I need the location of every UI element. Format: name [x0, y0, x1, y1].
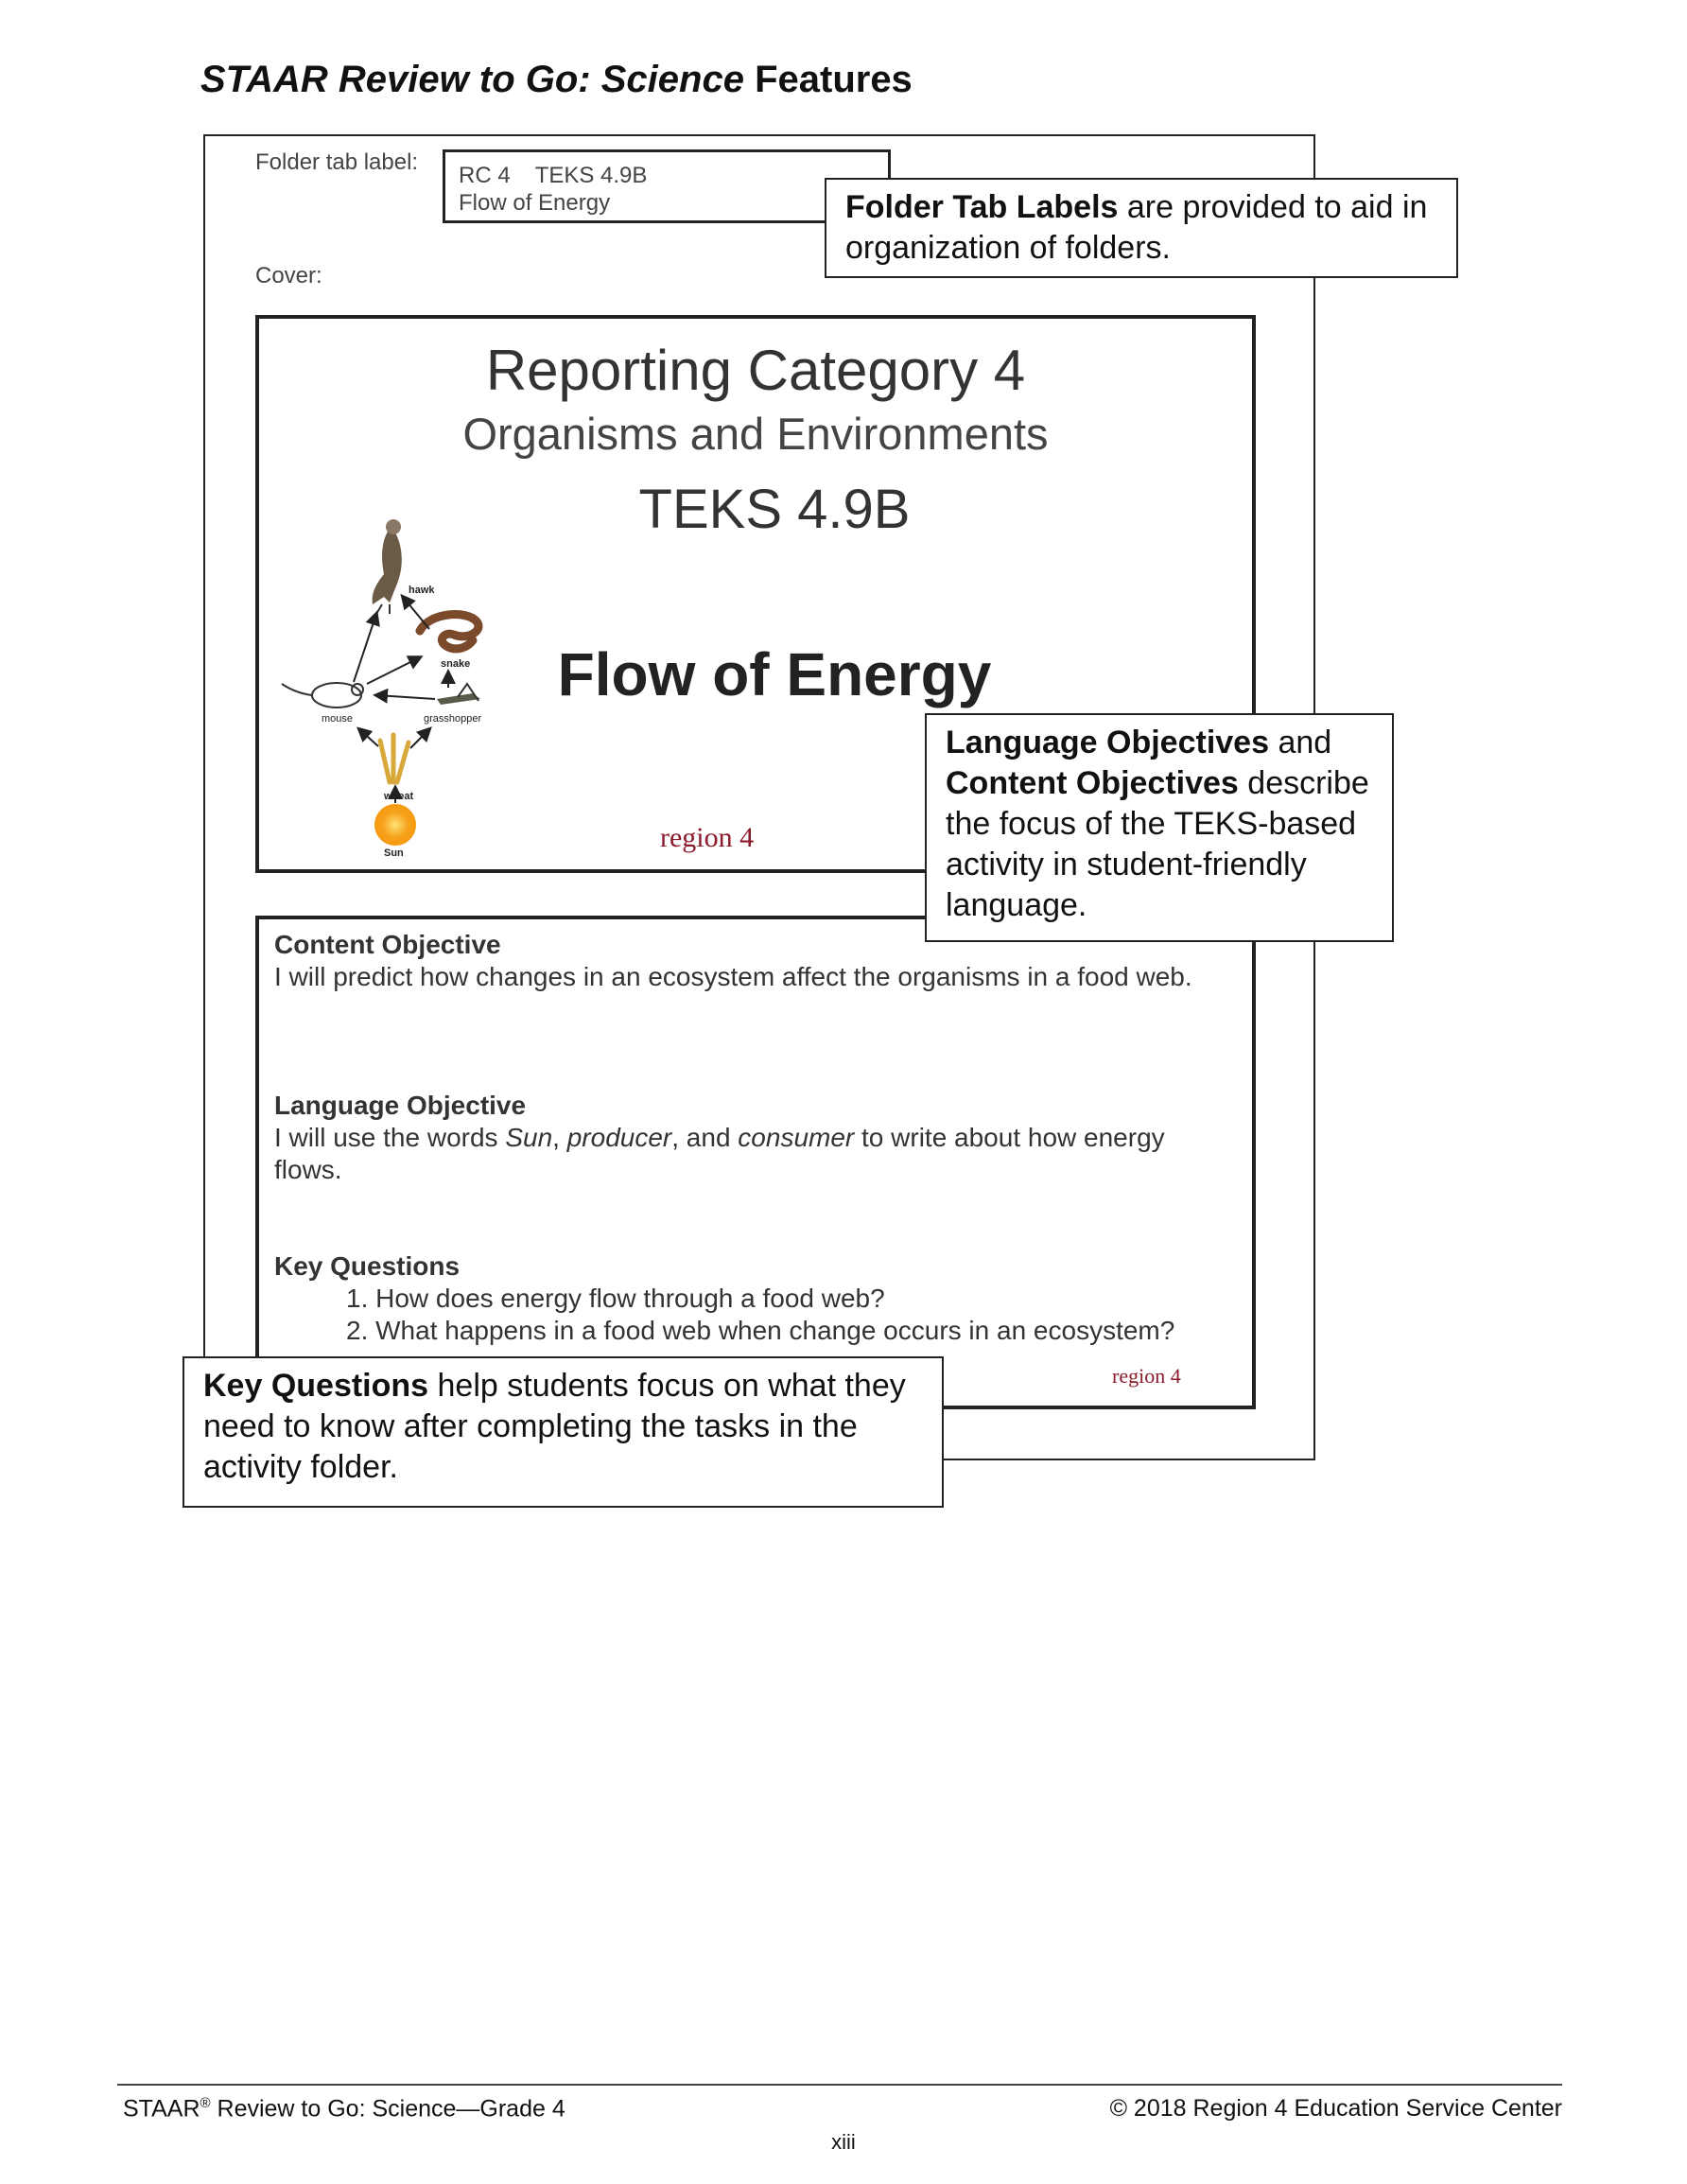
footer-registered-mark: ®	[200, 2095, 211, 2111]
page-title-rest: Features	[743, 59, 913, 100]
callout-objectives-bold1: Language Objectives	[946, 725, 1269, 760]
word-consumer: consumer	[738, 1123, 855, 1152]
content-objective-heading: Content Objective	[274, 930, 501, 959]
folder-tab-box	[443, 149, 891, 223]
cover-subtitle: Organisms and Environments	[462, 409, 1049, 459]
language-objective-sep2: , and	[671, 1123, 739, 1152]
label-mouse: mouse	[322, 713, 354, 725]
content-objective-text: I will predict how changes in an ecosystem affect the organisms in a food web.	[274, 962, 1192, 991]
wheat-icon	[380, 735, 409, 782]
cover-region4-logo: region 4	[660, 822, 755, 853]
word-producer: producer	[566, 1123, 672, 1152]
food-web-illustration	[278, 498, 524, 858]
page-number: xiii	[831, 2130, 856, 2154]
sun-icon	[374, 804, 416, 846]
label-hawk: hawk	[409, 585, 435, 596]
language-objective-pre: I will use the words	[274, 1123, 506, 1152]
key-questions-heading: Key Questions	[274, 1251, 461, 1281]
label-wheat: wheat	[384, 791, 414, 802]
cover-teks: TEKS 4.9B	[638, 479, 911, 540]
callout-objectives-bold2: Content Objectives	[946, 765, 1239, 801]
callout-objectives	[925, 713, 1394, 942]
footer-left-rest: Review to Go: Science—Grade 4	[210, 2095, 565, 2123]
mouse-icon	[282, 683, 363, 708]
footer-right: © 2018 Region 4 Education Service Center	[1109, 2095, 1562, 2122]
callout-objectives-text: describe the focus of the TEKS-based activity in student-friendly language.	[946, 765, 1369, 923]
folder-tab-topic: Flow of Energy	[459, 190, 611, 216]
language-objective-post: to write about how energy flows.	[274, 1123, 1165, 1184]
callout-folder-text: are provided to aid in organization of folders.	[845, 189, 1428, 266]
cover-topic: Flow of Energy	[557, 640, 992, 708]
language-objective-heading: Language Objective	[274, 1091, 527, 1120]
word-sun: Sun	[505, 1123, 553, 1152]
page-title	[200, 59, 913, 101]
callout-folder-bold: Folder Tab Labels	[845, 189, 1119, 225]
footer-rule	[117, 2084, 1562, 2086]
callout-key-text: help students focus on what they need to know after completing the tasks in the activity folder.	[203, 1368, 906, 1485]
objectives-sheet	[255, 916, 1256, 1409]
language-objective-sep1: ,	[552, 1123, 567, 1152]
language-objective-text	[274, 1122, 1229, 1186]
label-grasshopper: grasshopper	[424, 713, 482, 725]
page-title-italic: STAAR Review to Go: Science	[200, 59, 744, 100]
folder-tab-teks: TEKS 4.9B	[534, 163, 648, 188]
footer-left	[123, 2095, 565, 2123]
objectives-region4-logo: region 4	[1112, 1364, 1181, 1388]
footer-staar: STAAR	[123, 2095, 200, 2123]
folder-tab-code: RC 4	[459, 163, 511, 188]
callout-key-questions	[183, 1356, 944, 1508]
cover-caption: Cover:	[255, 263, 322, 288]
callout-folder-tab-labels	[825, 178, 1458, 278]
label-sun: Sun	[384, 847, 404, 858]
callout-key-bold: Key Questions	[203, 1368, 429, 1404]
key-question-item: 2. What happens in a food web when change occurs in an ecosystem?	[346, 1316, 1175, 1345]
cover-category: Reporting Category 4	[485, 339, 1026, 402]
folder-tab-caption: Folder tab label:	[255, 149, 419, 175]
key-question-item: 1. How does energy flow through a food web?	[346, 1284, 885, 1313]
label-snake: snake	[441, 658, 471, 670]
hawk-icon	[373, 519, 402, 614]
grasshopper-icon	[437, 684, 480, 705]
snake-icon	[420, 615, 478, 649]
callout-objectives-mid: and	[1269, 725, 1332, 760]
